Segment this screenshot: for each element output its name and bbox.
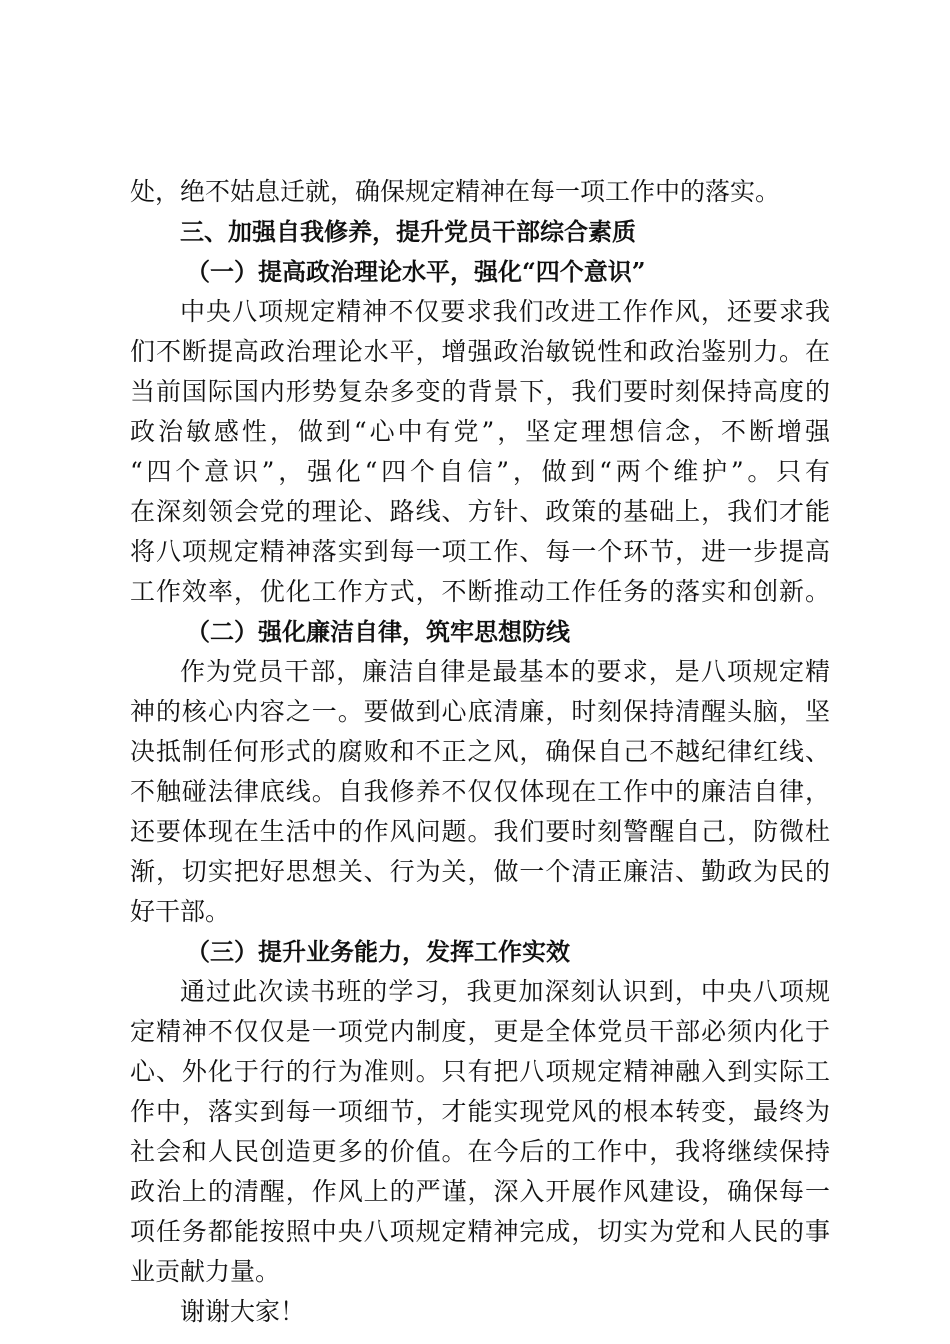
- text-line: 们不断提高政治理论水平，增强政治敏锐性和政治鉴别力。在: [130, 337, 830, 366]
- subsection-2-paragraph: [130, 652, 830, 932]
- document-page: [130, 172, 830, 1332]
- text-line: 心、外化于行的行为准则。只有把八项规定精神融入到实际工: [130, 1057, 830, 1086]
- text-line: 通过此次读书班的学习，我更加深刻认识到，中央八项规: [180, 977, 830, 1006]
- text-line: “四个意识”，强化“四个自信”，做到“两个维护”。只有: [130, 457, 830, 486]
- text-line: 作为党员干部，廉洁自律是最基本的要求，是八项规定精: [180, 657, 830, 686]
- text-line: 中央八项规定精神不仅要求我们改进工作作风，还要求我: [180, 297, 830, 326]
- text-line: 定精神不仅仅是一项党内制度，更是全体党员干部必须内化于: [130, 1017, 830, 1046]
- text-line: 将八项规定精神落实到每一项工作、每一个环节，进一步提高: [130, 537, 830, 566]
- subsection-1-paragraph: [130, 292, 830, 612]
- text-line: 项任务都能按照中央八项规定精神完成，切实为党和人民的事: [130, 1217, 830, 1246]
- subsection-heading-2: （二）强化廉洁自律，筑牢思想防线: [186, 617, 570, 646]
- text-line: 神的核心内容之一。要做到心底清廉，时刻保持清醒头脑，坚: [130, 697, 830, 726]
- subsection-heading-3: （三）提升业务能力，发挥工作实效: [186, 937, 570, 966]
- continuation-paragraph: [130, 172, 830, 212]
- text-line: 决抵制任何形式的腐败和不正之风，确保自己不越纪律红线、: [130, 737, 830, 766]
- text-line: 作中，落实到每一项细节，才能实现党风的根本转变，最终为: [130, 1097, 830, 1126]
- text-line: 渐，切实把好思想关、行为关，做一个清正廉洁、勤政为民的: [130, 857, 830, 886]
- text-line: 不触碰法律底线。自我修养不仅仅体现在工作中的廉洁自律，: [130, 777, 830, 806]
- subsection-3-paragraph: [130, 972, 830, 1292]
- closing-remark: 谢谢大家！: [180, 1297, 306, 1326]
- text-line: 好干部。: [130, 897, 231, 926]
- text-line: 社会和人民创造更多的价值。在今后的工作中，我将继续保持: [130, 1137, 830, 1166]
- text-line: 政治上的清醒，作风上的严谨，深入开展作风建设，确保每一: [130, 1177, 830, 1206]
- subsection-heading-1: （一）提高政治理论水平，强化“四个意识”: [186, 257, 646, 286]
- text-line: 政治敏感性，做到“心中有党”，坚定理想信念，不断增强: [130, 417, 830, 446]
- text-line: 在深刻领会党的理论、路线、方针、政策的基础上，我们才能: [130, 497, 830, 526]
- text-line: 处，绝不姑息迁就，确保规定精神在每一项工作中的落实。: [130, 177, 781, 206]
- text-line: 业贡献力量。: [130, 1257, 281, 1286]
- text-line: 还要体现在生活中的作风问题。我们要时刻警醒自己，防微杜: [130, 817, 830, 846]
- text-line: 当前国际国内形势复杂多变的背景下，我们要时刻保持高度的: [130, 377, 830, 406]
- text-line: 工作效率，优化工作方式，不断推动工作任务的落实和创新。: [130, 577, 830, 606]
- section-heading: 三、加强自我修养，提升党员干部综合素质: [180, 218, 636, 246]
